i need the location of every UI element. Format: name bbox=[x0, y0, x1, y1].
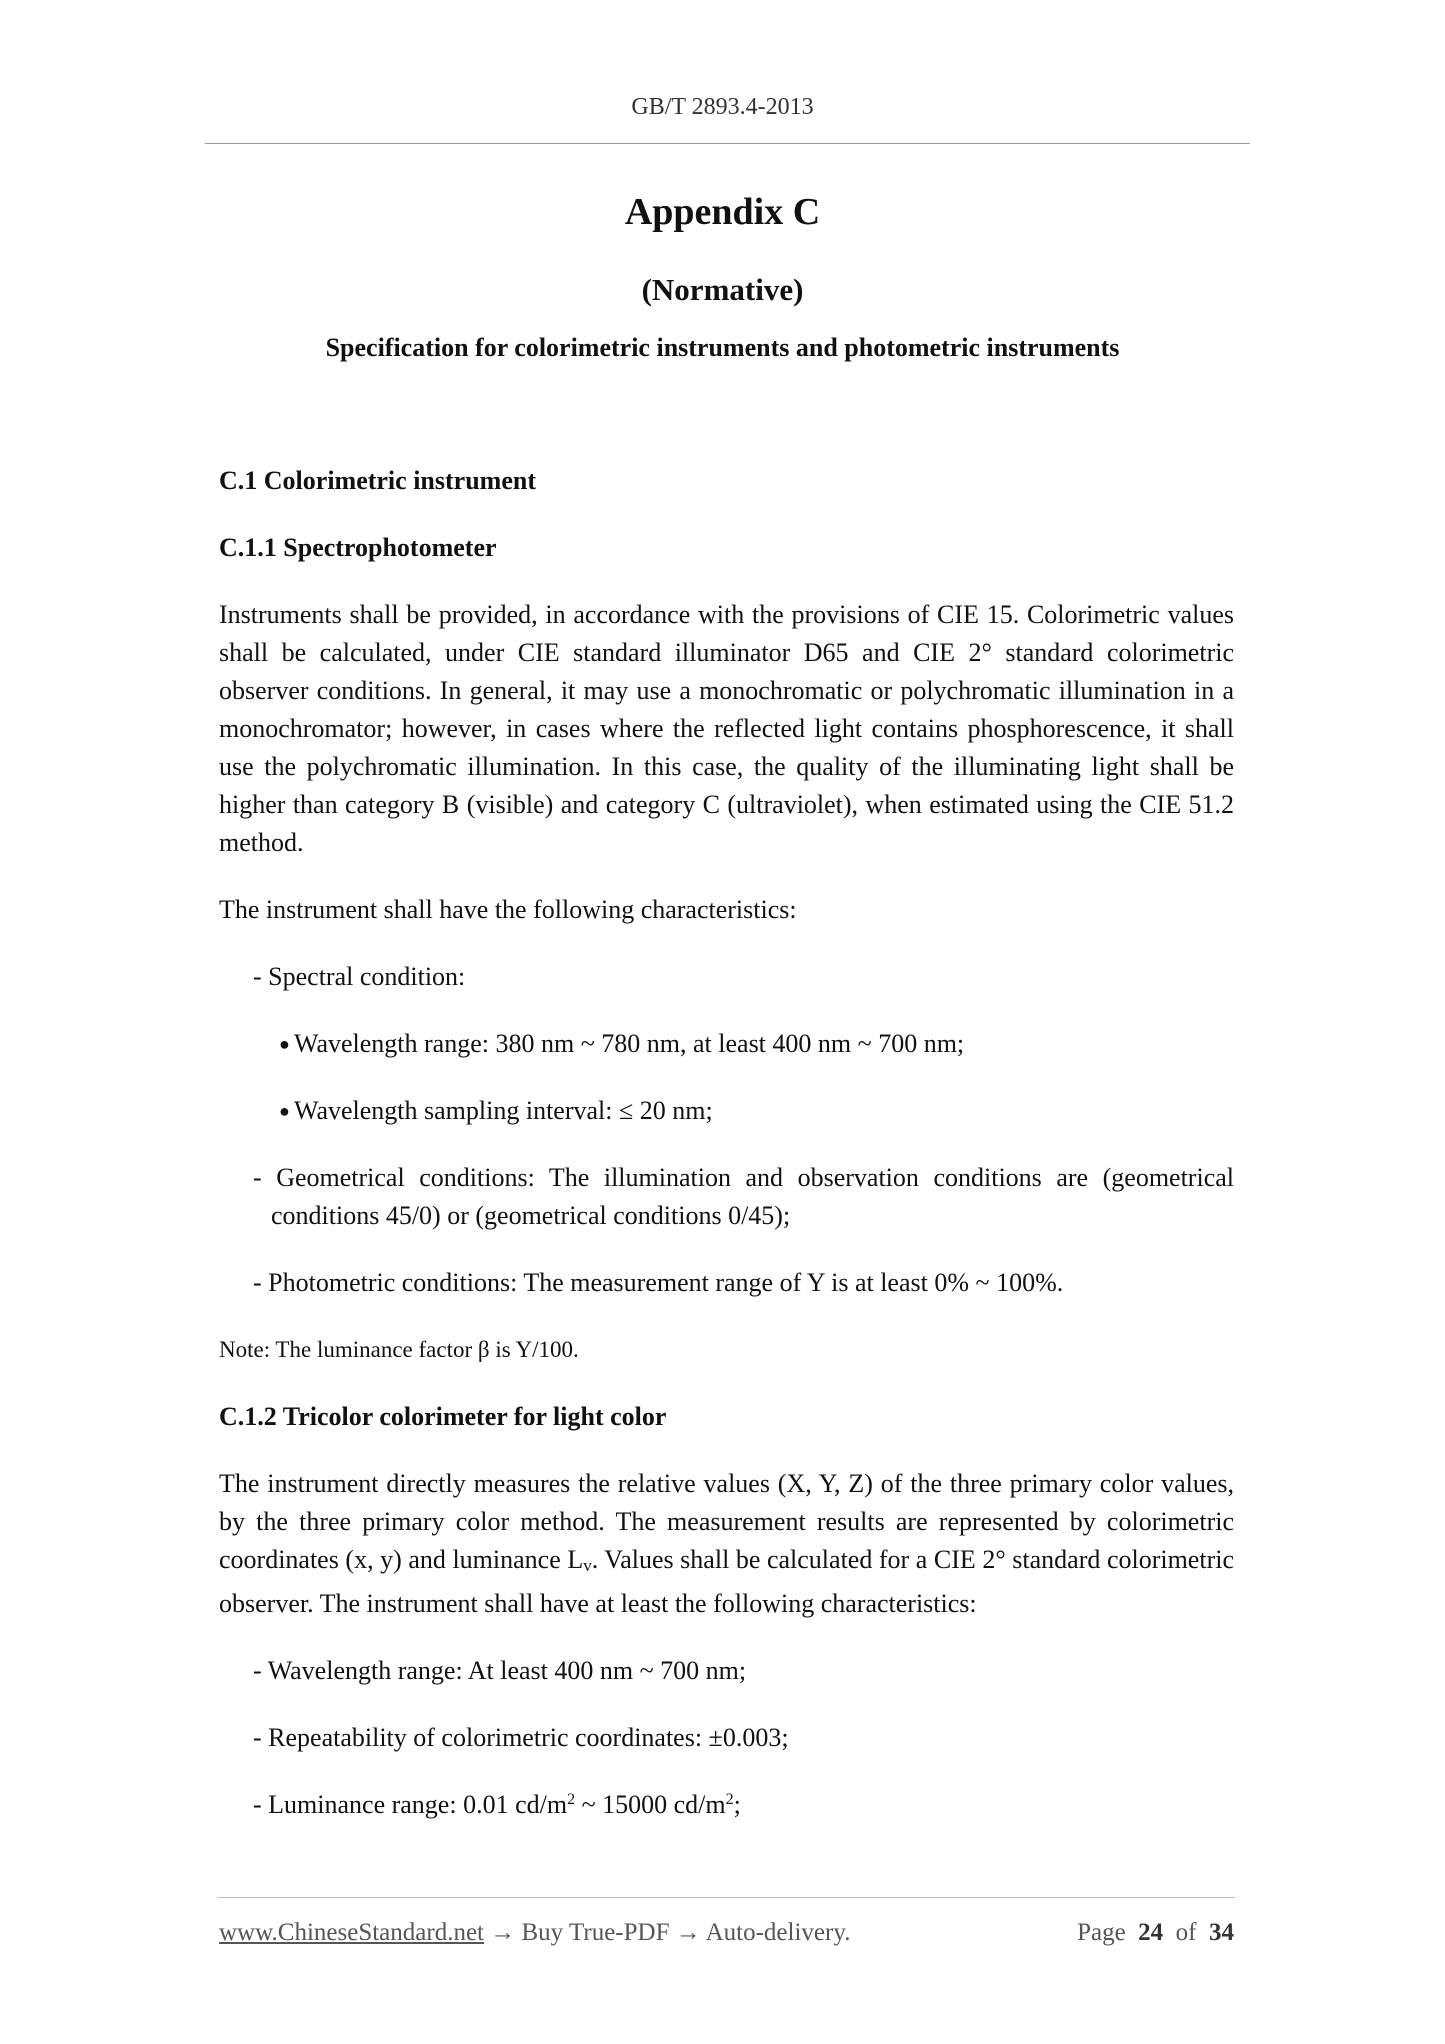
wavelength-range-item: - Wavelength range: At least 400 nm ~ 700 nm; bbox=[253, 1656, 747, 1685]
appendix-title: Appendix C bbox=[624, 191, 821, 233]
squared-superscript: 2 bbox=[567, 1791, 576, 1808]
auto-delivery-text: Auto-delivery. bbox=[700, 1919, 851, 1946]
luminance-subscript: v bbox=[583, 1556, 592, 1575]
spectral-condition-item: - Spectral condition: bbox=[253, 962, 466, 991]
section-c11-heading: C.1.1 Spectrophotometer bbox=[219, 533, 497, 562]
sampling-interval-text: Wavelength sampling interval: ≤ 20 nm; bbox=[294, 1096, 713, 1125]
section-c1-heading: C.1 Colorimetric instrument bbox=[219, 466, 536, 495]
total-page-count: 34 bbox=[1209, 1919, 1234, 1946]
repeatability-item: - Repeatability of colorimetric coordinates: ±0.003; bbox=[253, 1723, 789, 1752]
photometric-conditions-item: - Photometric conditions: The measurement range of Y is at least 0% ~ 100%. bbox=[253, 1268, 1064, 1297]
bullet-icon: ● bbox=[279, 1034, 290, 1054]
bullet-icon: ● bbox=[279, 1101, 290, 1121]
tricolor-colorimeter-paragraph bbox=[219, 1465, 1234, 1623]
geometrical-conditions-item: - Geometrical conditions: The illumination and observation conditions are (geometrical conditions 45/0) or (geometrical conditions 0/45); bbox=[253, 1163, 1234, 1230]
tricolor-paragraph-part-a: The instrument directly measures the relative values (X, Y, Z) of the three primary color values, by the three primary color method. The measurement results are represented by colorimetric coordinates (x, y) and luminance L bbox=[219, 1469, 1234, 1574]
of-label: of bbox=[1175, 1919, 1197, 1946]
characteristics-intro: The instrument shall have the following characteristics: bbox=[219, 895, 797, 924]
current-page-number: 24 bbox=[1138, 1919, 1164, 1946]
buy-true-pdf-text: Buy True-PDF bbox=[515, 1919, 676, 1946]
footer-divider bbox=[217, 1897, 1235, 1898]
squared-superscript: 2 bbox=[725, 1791, 734, 1808]
chinesestandard-site-link[interactable]: www.ChineseStandard.net bbox=[219, 1919, 484, 1946]
arrow-right-icon: → bbox=[675, 1919, 701, 1946]
wavelength-range-text: Wavelength range: 380 nm ~ 780 nm, at least 400 nm ~ 700 nm; bbox=[294, 1029, 965, 1058]
sampling-interval-bullet bbox=[219, 1092, 1234, 1130]
luminance-range-part-b: ~ 15000 cd/m bbox=[575, 1790, 726, 1819]
document-body bbox=[219, 462, 1234, 1853]
header-divider bbox=[205, 143, 1250, 144]
page-label: Page bbox=[1077, 1919, 1126, 1946]
appendix-spec-title: Specification for colorimetric instruments and photometric instruments bbox=[325, 333, 1120, 362]
arrow-right-icon: → bbox=[490, 1919, 516, 1946]
luminance-range-part-c: ; bbox=[733, 1790, 741, 1819]
document-id-header: GB/T 2893.4-2013 bbox=[631, 94, 814, 120]
page-footer bbox=[219, 1919, 1234, 1947]
appendix-subtitle: (Normative) bbox=[641, 272, 804, 307]
section-c12-heading: C.1.2 Tricolor colorimeter for light color bbox=[219, 1402, 667, 1431]
tricolor-paragraph-part-b: . Values shall be calculated for a CIE 2° standard colorimetric observer. The instrument shall have at least the following characteristics: bbox=[219, 1545, 1234, 1618]
luminance-range-item bbox=[219, 1786, 1234, 1824]
wavelength-range-bullet bbox=[219, 1025, 1234, 1063]
luminance-factor-note: Note: The luminance factor β is Y/100. bbox=[219, 1337, 579, 1362]
luminance-range-part-a: - Luminance range: 0.01 cd/m bbox=[253, 1790, 568, 1819]
spectrophotometer-paragraph: Instruments shall be provided, in accordance with the provisions of CIE 15. Colorimetric values shall be calculated, under CIE standard illuminator D65 and CIE 2° standard colorimetric observer conditions. In general, it may use a monochromatic or polychromatic illumination in a monochromator; however, in cases where the reflected light contains phosphorescence, it shall use the polychromatic illumination. In this case, the quality of the illuminating light shall be higher than category B (visible) and category C (ultraviolet), when estimated using the CIE 51.2 method. bbox=[219, 600, 1234, 857]
page-number-indicator bbox=[1077, 1919, 1234, 1947]
